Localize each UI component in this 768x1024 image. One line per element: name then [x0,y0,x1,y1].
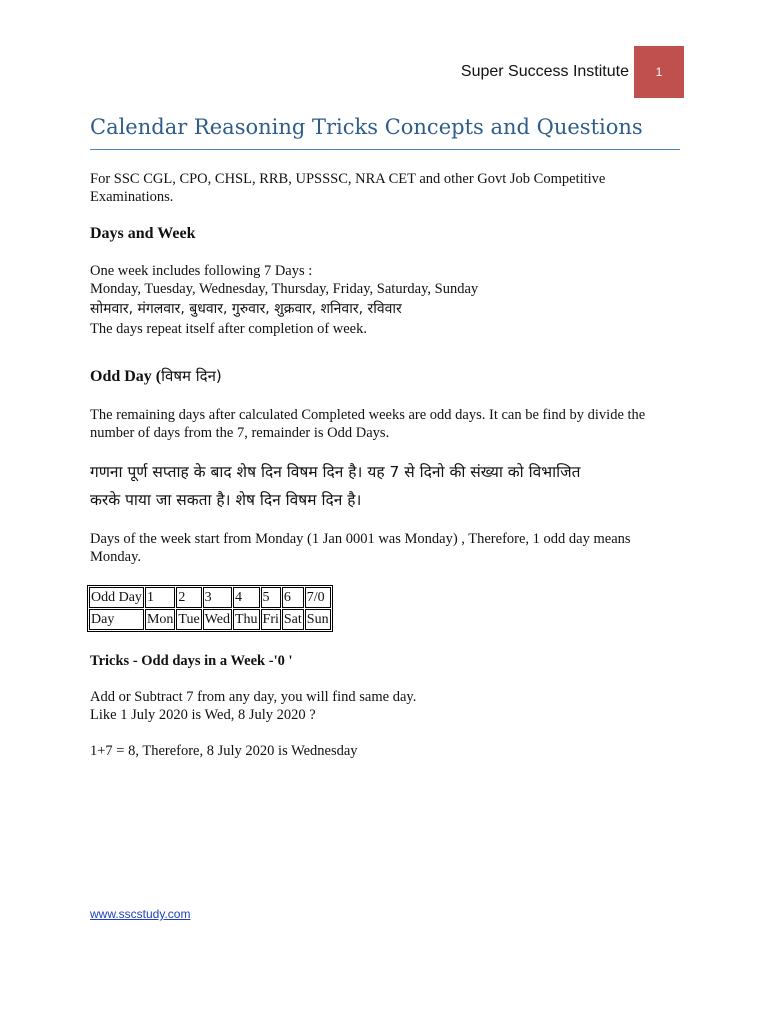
table-cell: 4 [233,587,260,608]
table-cell: Thu [233,609,260,630]
page-title: Calendar Reasoning Tricks Concepts and Questions [90,115,643,139]
odd-day-para1: The remaining days after calculated Completed weeks are odd days. It can be find by divide the number of days from the 7, remainder is Odd Days. [90,407,646,441]
title-underline [90,149,680,150]
page-number: 1 [655,65,663,79]
days-week-line2: Monday, Tuesday, Wednesday, Thursday, Friday, Saturday, Sunday [90,281,479,297]
table-cell: 1 [145,587,175,608]
tricks-section [90,688,680,760]
table-cell: Tue [176,609,201,630]
table-cell: Mon [145,609,175,630]
odd-day-hindi-line1: गणना पूर्ण सप्ताह के बाद शेष दिन विषम दिन है। यह 7 से दिनो की संख्या को विभाजित [90,463,581,481]
tricks-line3: 1+7 = 8, Therefore, 8 July 2020 is Wednesday [90,743,358,759]
heading-tricks: Tricks - Odd days in a Week -'0 ' [90,653,293,669]
page-number-badge [634,46,684,98]
table-cell: 6 [282,587,304,608]
table-cell: 5 [261,587,281,608]
table-cell: Day [89,609,144,630]
days-week-line1: One week includes following 7 Days : [90,263,313,279]
intro-text: For SSC CGL, CPO, CHSL, RRB, UPSSSC, NRA CET and other Govt Job Competitive Examinations. [90,171,606,205]
heading-days-and-week: Days and Week [90,225,196,242]
days-week-section [90,262,680,338]
heading-odd-day-hi: विषम दिन) [161,367,222,385]
odd-day-paragraph [90,406,680,442]
table-cell: Fri [261,609,281,630]
odd-day-hindi-line2: करके पाया जा सकता है। शेष दिन विषम दिन है। [90,491,362,509]
table-cell: Wed [203,609,232,630]
odd-day-paragraph2 [90,530,680,566]
odd-day-hindi-paragraph [90,458,690,514]
tricks-line1: Add or Subtract 7 from any day, you will find same day. [90,689,417,705]
table-cell: Odd Day [89,587,144,608]
odd-day-para2: Days of the week start from Monday (1 Jan 0001 was Monday) , Therefore, 1 odd day means Monday. [90,531,631,565]
header-institute-name: Super Success Institute [460,63,629,80]
table-cell: 7/0 [305,587,331,608]
days-week-line4: The days repeat itself after completion of week. [90,321,367,337]
table-row [89,609,331,630]
tricks-line2: Like 1 July 2020 is Wed, 8 July 2020 ? [90,707,316,723]
table-cell: Sun [305,609,331,630]
odd-day-table [87,585,333,632]
intro-paragraph [90,170,680,206]
heading-odd-day [90,366,222,386]
days-week-hindi-line: सोमवार, मंगलवार, बुधवार, गुरुवार, शुक्रवार, शनिवार, रविवार [90,301,402,317]
table-row [89,587,331,608]
table-cell: Sat [282,609,304,630]
table-cell: 3 [203,587,232,608]
footer-website-link[interactable]: www.sscstudy.com [90,907,191,921]
heading-odd-day-en: Odd Day ( [90,368,162,385]
table-cell: 2 [176,587,201,608]
